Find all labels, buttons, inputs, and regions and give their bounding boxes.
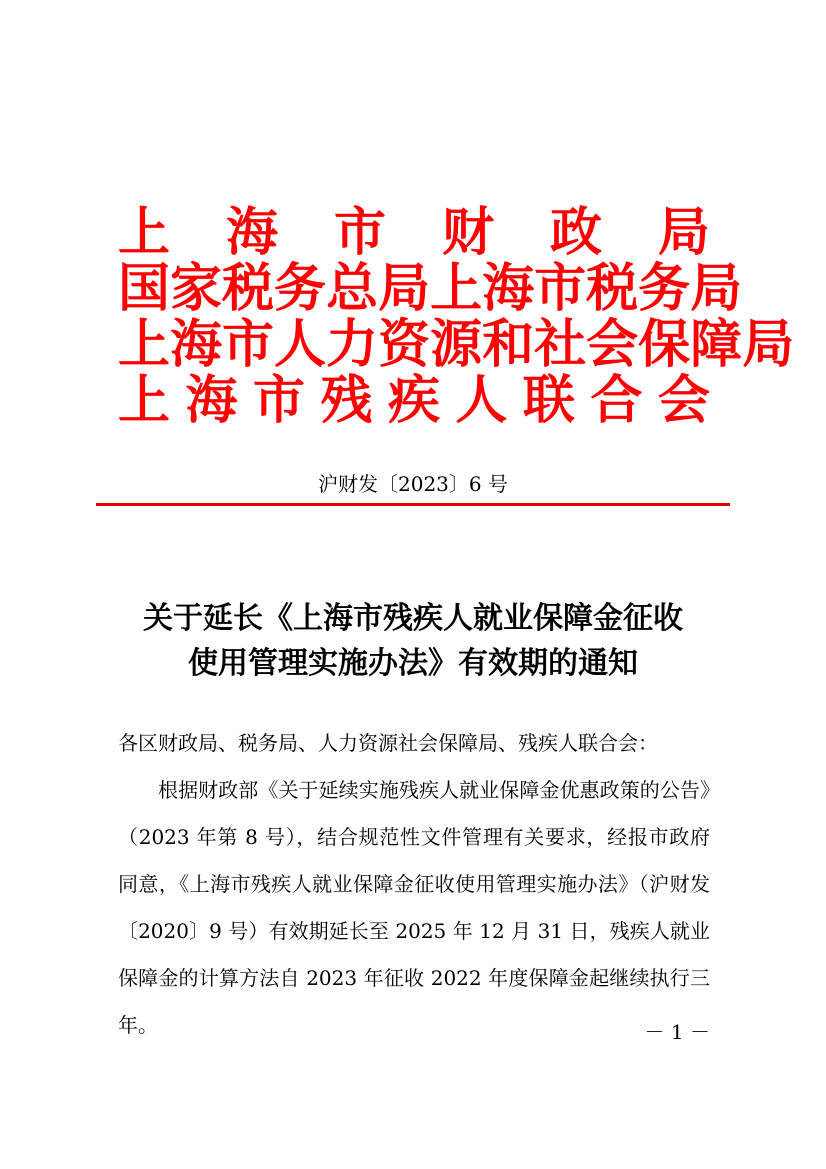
title-line-2: 使用管理实施办法》有效期的通知 xyxy=(188,646,638,681)
issuer-char: 残 xyxy=(320,370,373,431)
issuing-authorities xyxy=(118,202,795,431)
issuer-char: 海 xyxy=(185,370,238,431)
issuer-char: 上 xyxy=(118,202,171,263)
issuer-tax-bureau xyxy=(118,258,743,319)
issuer-char: 障 xyxy=(690,314,743,375)
issuer-char: 合 xyxy=(590,370,643,431)
issuer-char: 海 xyxy=(482,258,535,319)
issuer-char: 上 xyxy=(118,314,171,375)
issuer-char: 保 xyxy=(638,314,691,375)
issuer-char: 局 xyxy=(742,314,795,375)
issuer-char: 海 xyxy=(225,202,278,263)
issuer-char: 财 xyxy=(441,202,494,263)
issuer-hr-social-security-bureau xyxy=(118,314,795,375)
issuer-char: 市 xyxy=(333,202,386,263)
title-line-1: 关于延长《上海市残疾人就业保障金征收 xyxy=(143,601,683,636)
issuer-char: 和 xyxy=(482,314,535,375)
addressee: 各区财政局、税务局、人力资源社会保障局、残疾人联合会： xyxy=(118,731,658,755)
issuer-char: 务 xyxy=(638,258,691,319)
issuer-char: 海 xyxy=(170,314,223,375)
issuer-char: 人 xyxy=(455,370,508,431)
issuer-char: 市 xyxy=(534,258,587,319)
document-title xyxy=(0,596,826,686)
issuer-char: 政 xyxy=(549,202,602,263)
issuer-char: 人 xyxy=(274,314,327,375)
issuer-char: 市 xyxy=(222,314,275,375)
issuer-char: 上 xyxy=(430,258,483,319)
issuer-char: 联 xyxy=(522,370,575,431)
issuer-char: 会 xyxy=(586,314,639,375)
issuer-char: 务 xyxy=(274,258,327,319)
issuer-char: 疾 xyxy=(387,370,440,431)
issuer-char: 总 xyxy=(326,258,379,319)
issuer-char: 上 xyxy=(118,370,171,431)
issuer-char: 会 xyxy=(657,370,710,431)
issuer-char: 国 xyxy=(118,258,171,319)
issuer-char: 资 xyxy=(378,314,431,375)
issuer-char: 局 xyxy=(657,202,710,263)
red-divider-line xyxy=(96,503,730,506)
issuer-char: 局 xyxy=(378,258,431,319)
issuer-finance-bureau xyxy=(118,202,710,263)
issuer-char: 力 xyxy=(326,314,379,375)
issuer-char: 税 xyxy=(586,258,639,319)
issuer-char: 局 xyxy=(690,258,743,319)
document-number: 沪财发〔2023〕6 号 xyxy=(318,472,508,496)
body-paragraph: 根据财政部《关于延续实施残疾人就业保障金优惠政策的公告》（2023 年第 8 号），结合规范性文件管理有关要求，经报市政府同意，《上海市残疾人就业保障金征收使用管理实施办法》（沪财发〔2020〕9 号）有效期延长至 2025 年 12 月 31 日，残疾人就业保障金的计算方法自 2023 年征收 2022 年度保障金起继续执行三年。 xyxy=(118,778,710,1037)
page-number: － 1 － xyxy=(644,1020,710,1044)
issuer-char: 源 xyxy=(430,314,483,375)
document-body xyxy=(118,720,710,1049)
issuer-char: 税 xyxy=(222,258,275,319)
issuer-disabled-persons-federation xyxy=(118,370,710,431)
issuer-char: 家 xyxy=(170,258,223,319)
issuer-char: 社 xyxy=(534,314,587,375)
issuer-char: 市 xyxy=(252,370,305,431)
